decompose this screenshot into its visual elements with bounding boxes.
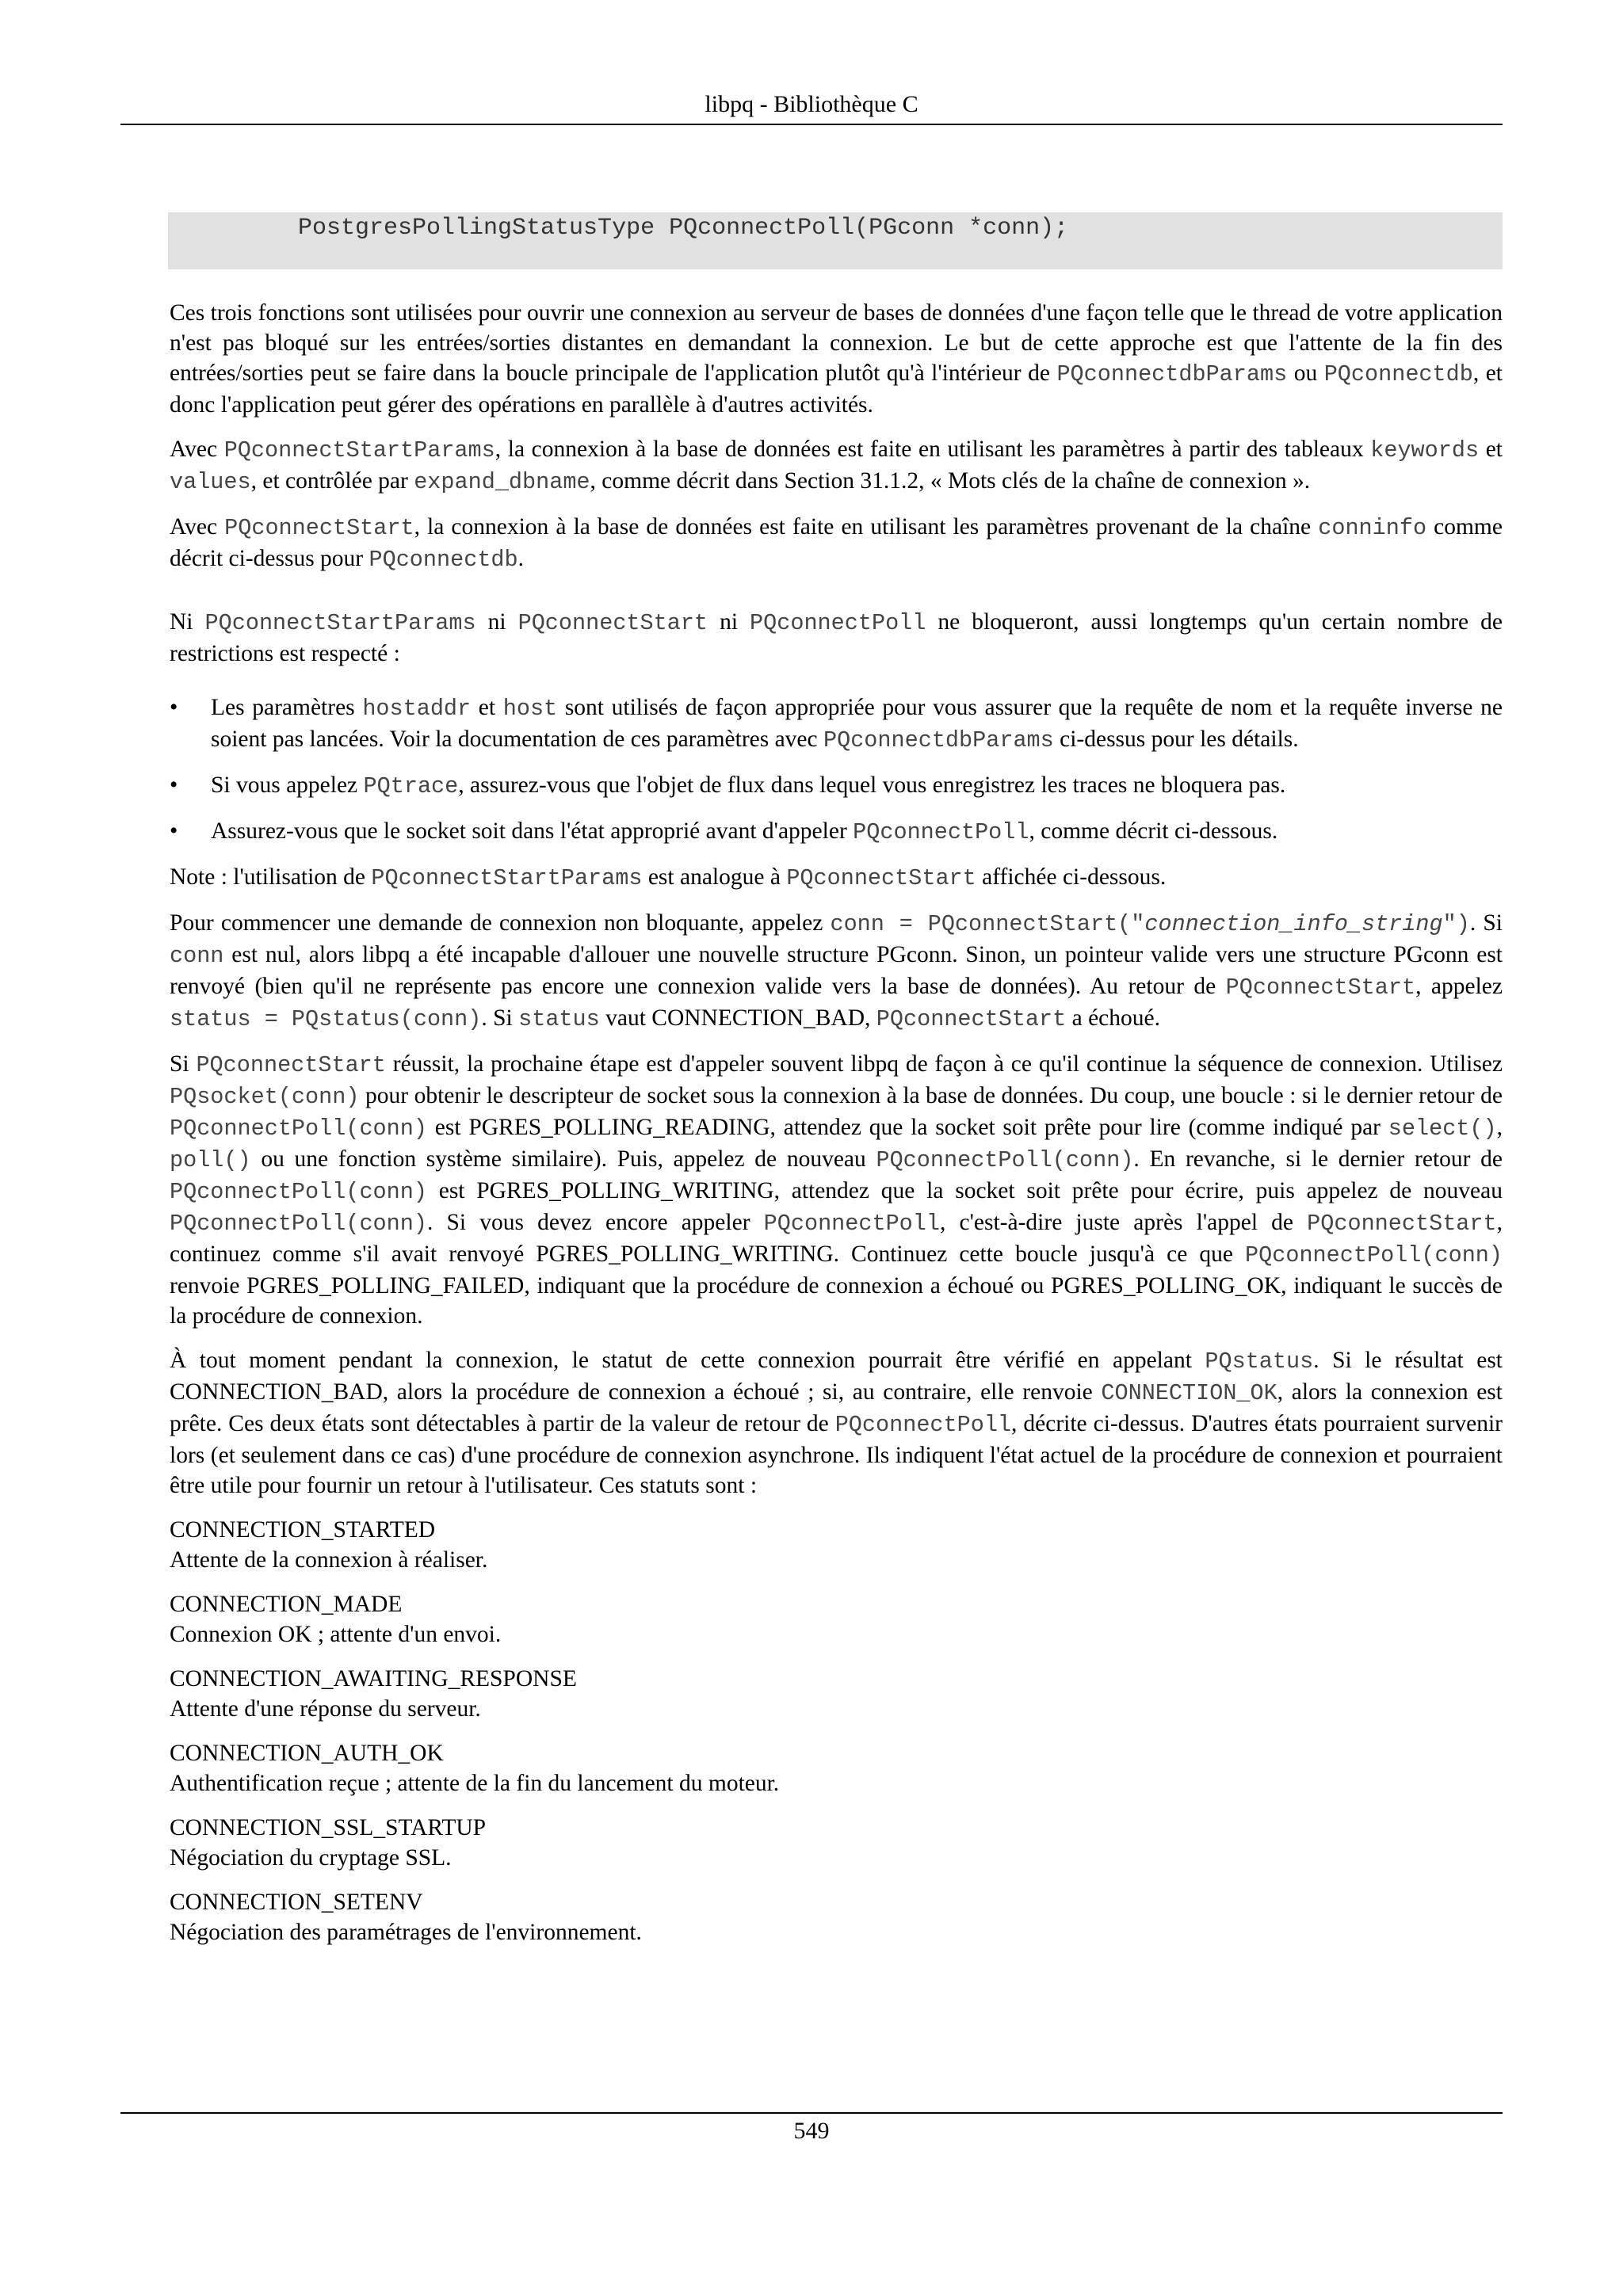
- status-description: Connexion OK ; attente d'un envoi.: [170, 1622, 502, 1647]
- list-item: • Assurez-vous que le socket soit dans l'état approprié avant d'appeler PQconnectPoll, comme décrit ci-dessous.: [170, 816, 1503, 848]
- status-term: CONNECTION_SSL_STARTUP: [170, 1815, 487, 1840]
- status-entry: [170, 1664, 1503, 1724]
- code-line: PostgresPollingStatusType PQconnectPoll(PGconn *conn);: [298, 215, 1069, 242]
- running-footer: [120, 2112, 1503, 2147]
- status-description: Authentification reçue ; attente de la fin du lancement du moteur.: [170, 1771, 780, 1796]
- status-entry: [170, 1813, 1503, 1873]
- paragraph-polling-loop: Si PQconnectStart réussit, la prochaine étape est d'appeler souvent libpq de façon à ce qu'il continue la séquence de connexion. Utilisez PQsocket(conn) pour obtenir le descripteur de socket sous la connexion à la base de données. Du coup, une boucle : si le dernier retour de PQconnectPoll(conn) est PGRES_POLLING_READING, attendez que la socket soit prête pour lire (comme indiqué par select(), poll() ou une fonction système similaire). Puis, appelez de nouveau PQconnectPoll(conn). En revanche, si le dernier retour de PQconnectPoll(conn) est PGRES_POLLING_WRITING, attendez que la socket soit prête pour écrire, puis appelez de nouveau PQconnectPoll(conn). Si vous devez encore appeler PQconnectPoll, c'est-à-dire juste après l'appel de PQconnectStart, continuez comme s'il avait renvoyé PGRES_POLLING_WRITING. Continuez cette boucle jusqu'à ce que PQconnectPoll(conn) renvoie PGRES_POLLING_FAILED, indiquant que la procédure de connexion a échoué ou PGRES_POLLING_OK, indiquant le succès de la procédure de connexion.: [170, 1051, 1503, 1329]
- list-item: • Si vous appelez PQtrace, assurez-vous que l'objet de flux dans lequel vous enregistrez les traces ne bloquera pas.: [170, 770, 1503, 802]
- status-entry: [170, 1738, 1503, 1798]
- bullet-icon: •: [170, 772, 178, 798]
- code-block: [168, 212, 1503, 269]
- paragraph-restrictions: Ni PQconnectStartParams ni PQconnectStart ni PQconnectPoll ne bloqueront, aussi longtemps qu'un certain nombre de restrictions est respecté :: [170, 609, 1503, 666]
- status-term: CONNECTION_MADE: [170, 1592, 403, 1617]
- status-term: CONNECTION_AWAITING_RESPONSE: [170, 1666, 577, 1691]
- page-body: [170, 212, 1503, 1962]
- paragraph-status: À tout moment pendant la connexion, le statut de cette connexion pourrait être vérifié en appelant PQstatus. Si le résultat est CONNECTION_BAD, alors la procédure de connexion a échoué ; si, au contraire, elle renvoie CONNECTION_OK, alors la connexion est prête. Ces deux états sont détectables à partir de la valeur de retour de PQconnectPoll, décrite ci-dessus. D'autres états pourraient survenir lors (et seulement dans ce cas) d'une procédure de connexion asynchrone. Ils indiquent l'état actuel de la procédure de connexion et pourraient être utile pour fournir un retour à l'utilisateur. Ces statuts sont :: [170, 1348, 1503, 1498]
- paragraph-connectstartparams: Avec PQconnectStartParams, la connexion à la base de données est faite en utilisant les paramètres à partir des tableaux keywords et values, et contrôlée par expand_dbname, comme décrit dans Section 31.1.2, « Mots clés de la chaîne de connexion ».: [170, 437, 1503, 495]
- header-title: libpq - Bibliothèque C: [705, 91, 918, 117]
- status-term: CONNECTION_SETENV: [170, 1890, 423, 1915]
- paragraph-note: Note : l'utilisation de PQconnectStartParams est analogue à PQconnectStart affichée ci-dessous.: [170, 864, 1167, 891]
- status-description: Attente de la connexion à réaliser.: [170, 1547, 488, 1573]
- bullet-icon: •: [170, 695, 178, 720]
- status-entry: [170, 1589, 1503, 1650]
- paragraph-nonblocking-start: Pour commencer une demande de connexion non bloquante, appelez conn = PQconnectStart("connection_info_string"). Si conn est nul, alors libpq a été incapable d'allouer une nouvelle structure PGconn. Sinon, un pointeur valide vers une structure PGconn est renvoyé (bien qu'il ne représente pas encore une connexion valide vers la base de données). Au retour de PQconnectStart, appelez status = PQstatus(conn). Si status vaut CONNECTION_BAD, PQconnectStart a échoué.: [170, 910, 1503, 1032]
- status-term: CONNECTION_AUTH_OK: [170, 1741, 444, 1766]
- status-term: CONNECTION_STARTED: [170, 1517, 436, 1543]
- status-description: Négociation des paramétrages de l'environnement.: [170, 1920, 642, 1945]
- paragraph-connectstart: Avec PQconnectStart, la connexion à la base de données est faite en utilisant les paramètres provenant de la chaîne conninfo comme décrit ci-dessus pour PQconnectdb.: [170, 514, 1503, 573]
- status-definition-list: [170, 1515, 1503, 1947]
- status-entry: [170, 1515, 1503, 1575]
- restrictions-list: [170, 692, 1503, 848]
- list-item: • Les paramètres hostaddr et host sont utilisés de façon appropriée pour vous assurer que la requête de nom et la requête inverse ne soient pas lancées. Voir la documentation de ces paramètres avec PQconnectdbParams ci-dessus pour les détails.: [170, 692, 1503, 756]
- page-number: 549: [793, 2118, 830, 2144]
- paragraph-intro: Ces trois fonctions sont utilisées pour ouvrir une connexion au serveur de bases de données d'une façon telle que le thread de votre application n'est pas bloqué sur les entrées/sorties distantes en demandant la connexion. Le but de cette approche est que l'attente de la fin des entrées/sorties peut se faire dans la boucle principale de l'application plutôt qu'à l'intérieur de PQconnectdbParams ou PQconnectdb, et donc l'application peut gérer des opérations en parallèle à d'autres activités.: [170, 300, 1503, 418]
- bullet-icon: •: [170, 818, 178, 844]
- status-description: Négociation du cryptage SSL.: [170, 1845, 452, 1871]
- status-entry: [170, 1887, 1503, 1947]
- running-header: [120, 89, 1503, 125]
- status-description: Attente d'une réponse du serveur.: [170, 1696, 481, 1722]
